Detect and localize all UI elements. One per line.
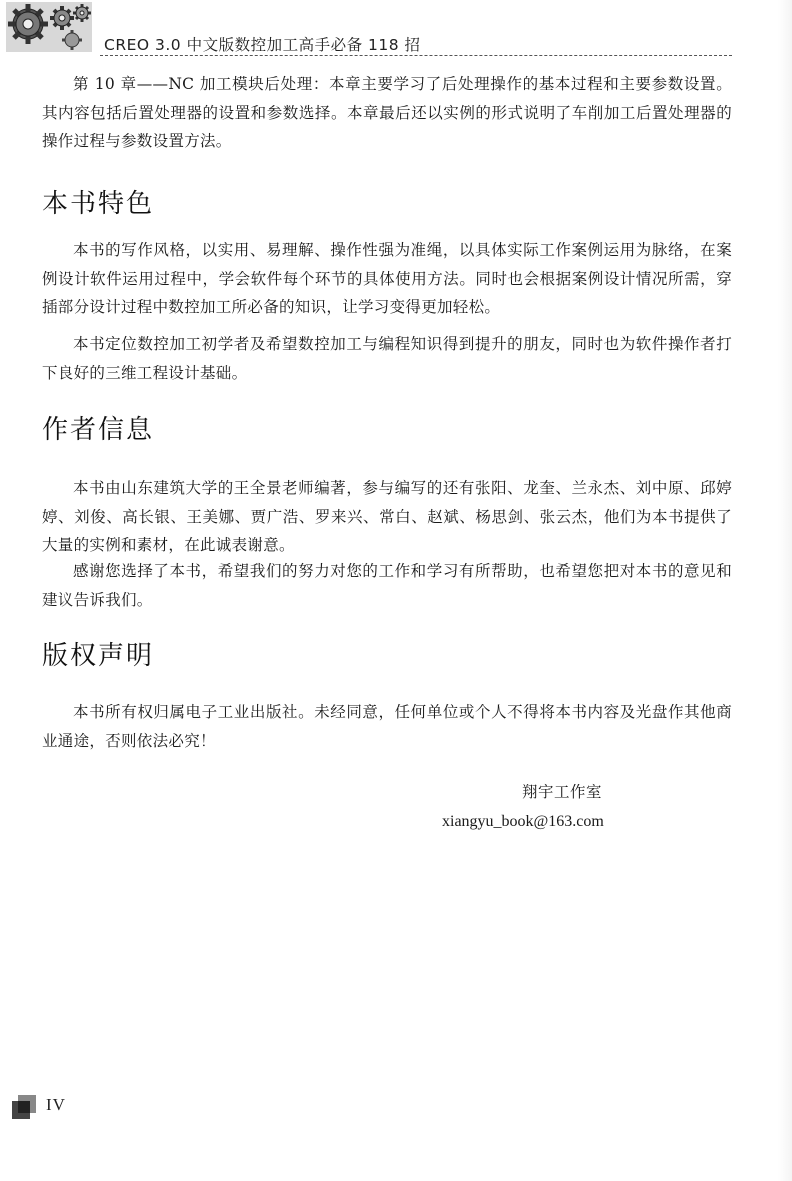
page-header — [0, 0, 792, 56]
features-paragraph-1: 本书的写作风格，以实用、易理解、操作性强为准绳，以具体实际工作案例运用为脉络，在案例设计软件运用过程中，学会软件每个环节的具体使用方法。同时也会根据案例设计情况所需，穿插部分设计过程中数控加工所必备的知识，让学习变得更加轻松。 — [42, 241, 732, 316]
features-paragraph-2: 本书定位数控加工初学者及希望数控加工与编程知识得到提升的朋友，同时也为软件操作者打下良好的三维工程设计基础。 — [42, 335, 732, 382]
author-paragraph-2: 感谢您选择了本书，希望我们的努力对您的工作和学习有所帮助，也希望您把对本书的意见和建议告诉我们。 — [42, 562, 732, 609]
signature-email: xiangyu_book@163.com — [442, 813, 604, 830]
signature-block — [442, 778, 732, 836]
header-divider — [100, 55, 732, 56]
chapter-10-summary: 第 10 章——NC 加工模块后处理：本章主要学习了后处理操作的基本过程和主要参数设置。其内容包括后置处理器的设置和参数选择。本章最后还以实例的形式说明了车削加工后置处理器的操作过程与参数设置方法。 — [42, 75, 732, 150]
author-paragraph-1: 本书由山东建筑大学的王全景老师编著，参与编写的还有张阳、龙奎、兰永杰、刘中原、邱婷婷、刘俊、高长银、王美娜、贾广浩、罗来兴、常白、赵斌、杨思剑、张云杰，他们为本书提供了大量的实例和素材，在此诚表谢意。 — [42, 479, 732, 554]
section-heading-author: 作者信息 — [42, 415, 155, 445]
copyright-paragraph: 本书所有权归属电子工业出版社。未经同意，任何单位或个人不得将本书内容及光盘作其他商业通途，否则依法必究！ — [42, 703, 732, 750]
page-number: IV — [46, 1095, 66, 1114]
page-edge-shade — [778, 0, 792, 1181]
gears-icon — [6, 2, 92, 52]
section-heading-features: 本书特色 — [42, 189, 155, 219]
section-heading-copyright: 版权声明 — [42, 641, 155, 671]
book-title: CREO 3.0 中文版数控加工高手必备 118 招 — [104, 36, 421, 54]
signature-name: 翔宇工作室 — [522, 783, 603, 801]
page-corner-mark-icon — [12, 1095, 36, 1119]
